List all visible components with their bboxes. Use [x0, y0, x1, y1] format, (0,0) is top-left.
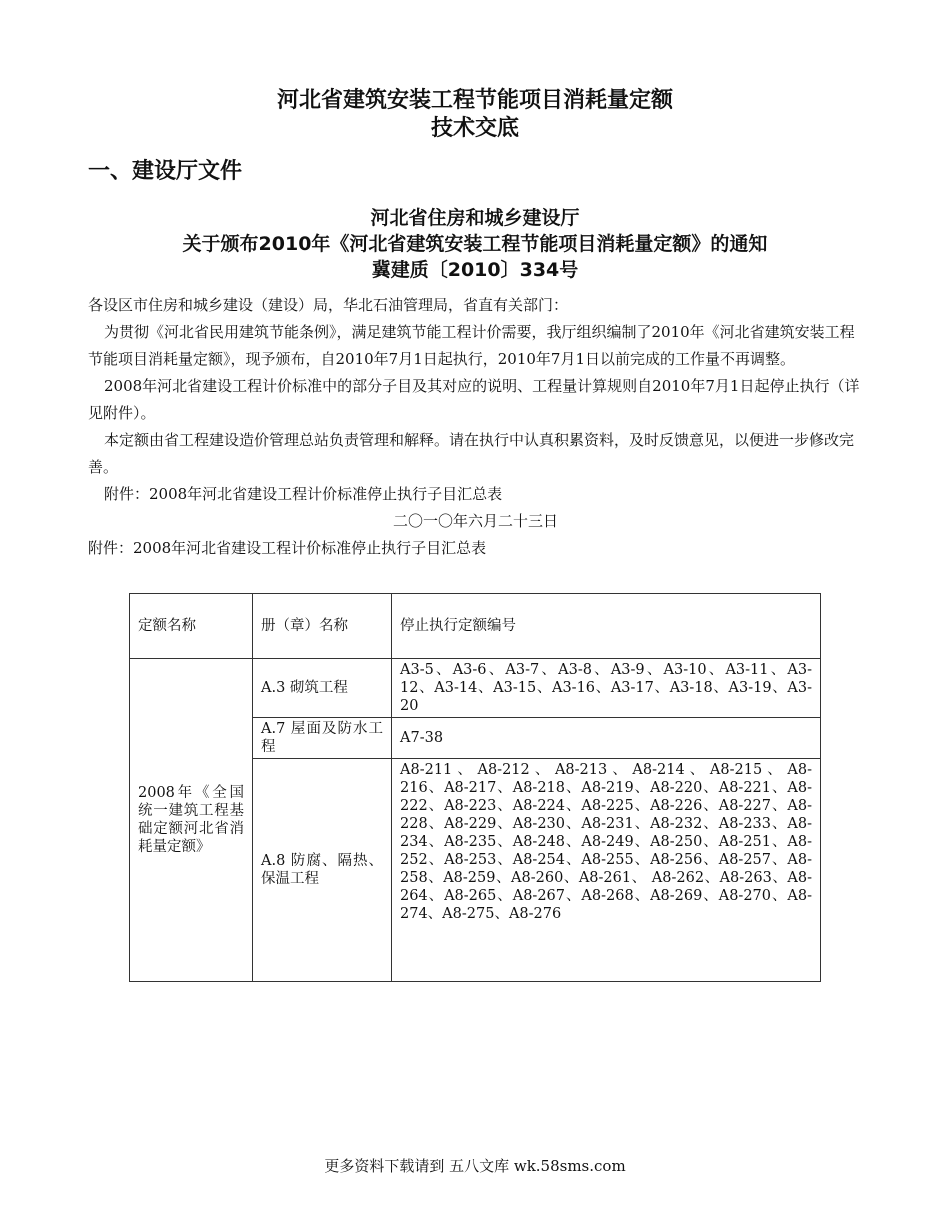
- header-quota-name: 定额名称: [130, 594, 253, 659]
- notice-number: 冀建质〔2010〕334号: [371, 259, 579, 281]
- title-line-2: 技术交底: [430, 116, 519, 141]
- chapter-cell: A.7 屋面及防水工程: [253, 718, 392, 759]
- codes-cell: A3-5、A3-6、A3-7、A3-8、A3-9、A3-10、A3-11、A3-12、A3-14、A3-15、A3-16、A3-17、A3-18、A3-19、A3-20: [392, 659, 821, 718]
- notice-title: 关于颁布2010年《河北省建筑安装工程节能项目消耗量定额》的通知: [182, 233, 768, 255]
- quota-name-cell: 2008年《全国统一建筑工程基础定额河北省消耗量定额》: [130, 659, 253, 982]
- table-row: [130, 659, 821, 718]
- footer-text: 更多资料下载请到 五八文库 wk.58sms.com: [324, 1157, 626, 1175]
- attachment-heading: 附件：2008年河北省建设工程计价标准停止执行子目汇总表: [88, 539, 487, 557]
- stopped-quota-table: [129, 593, 821, 982]
- header-stopped-codes: 停止执行定额编号: [392, 594, 821, 659]
- issue-date: 二〇一〇年六月二十三日: [392, 512, 558, 530]
- paragraph-3: 本定额由省工程建设造价管理总站负责管理和解释。请在执行中认真积累资料，及时反馈意见，以便进一步修改完善。: [88, 431, 855, 476]
- notice-body: [88, 292, 863, 562]
- paragraph-1: 为贯彻《河北省民用建筑节能条例》，满足建筑节能工程计价需要，我厅组织编制了2010年《河北省建筑安装工程节能项目消耗量定额》，现予颁布，自2010年7月1日起执行，2010年7月1日以前完成的工作量不再调整。: [88, 323, 855, 368]
- notice-heading: [0, 205, 950, 283]
- section-heading: 一、建设厅文件: [88, 159, 243, 184]
- title-line-1: 河北省建筑安装工程节能项目消耗量定额: [276, 88, 673, 113]
- codes-cell: A8-211 、 A8-212 、 A8-213 、 A8-214 、 A8-215 、 A8-216、A8-217、A8-218、A8-219、A8-220、A8-221、A8-222、A8-223、A8-224、A8-225、A8-226、A8-227、A8-228、A8-229、A8-230、A8-231、A8-232、A8-233、A8-234、A8-235、A8-248、A8-249、A8-250、A8-251、A8-252、A8-253、A8-254、A8-255、A8-256、A8-257、A8-258、A8-259、A8-260、A8-261、 A8-262、A8-263、A8-264、A8-265、A8-267、A8-268、A8-269、A8-270、A8-274、A8-275、A8-276: [392, 759, 821, 982]
- table-header-row: [130, 594, 821, 659]
- codes-cell: A7-38: [392, 718, 821, 759]
- salutation: 各设区市住房和城乡建设（建设）局，华北石油管理局，省直有关部门：: [88, 296, 569, 314]
- chapter-cell: A.3 砌筑工程: [253, 659, 392, 718]
- chapter-cell: A.8 防腐、隔热、保温工程: [253, 759, 392, 982]
- paragraph-2: 2008年河北省建设工程计价标准中的部分子目及其对应的说明、工程量计算规则自2010年7月1日起停止执行（详见附件）。: [88, 377, 860, 422]
- notice-issuer: 河北省住房和城乡建设厅: [370, 207, 580, 229]
- header-chapter-name: 册（章）名称: [253, 594, 392, 659]
- document-title: [0, 87, 950, 143]
- attachment-note: 附件：2008年河北省建设工程计价标准停止执行子目汇总表: [104, 485, 503, 503]
